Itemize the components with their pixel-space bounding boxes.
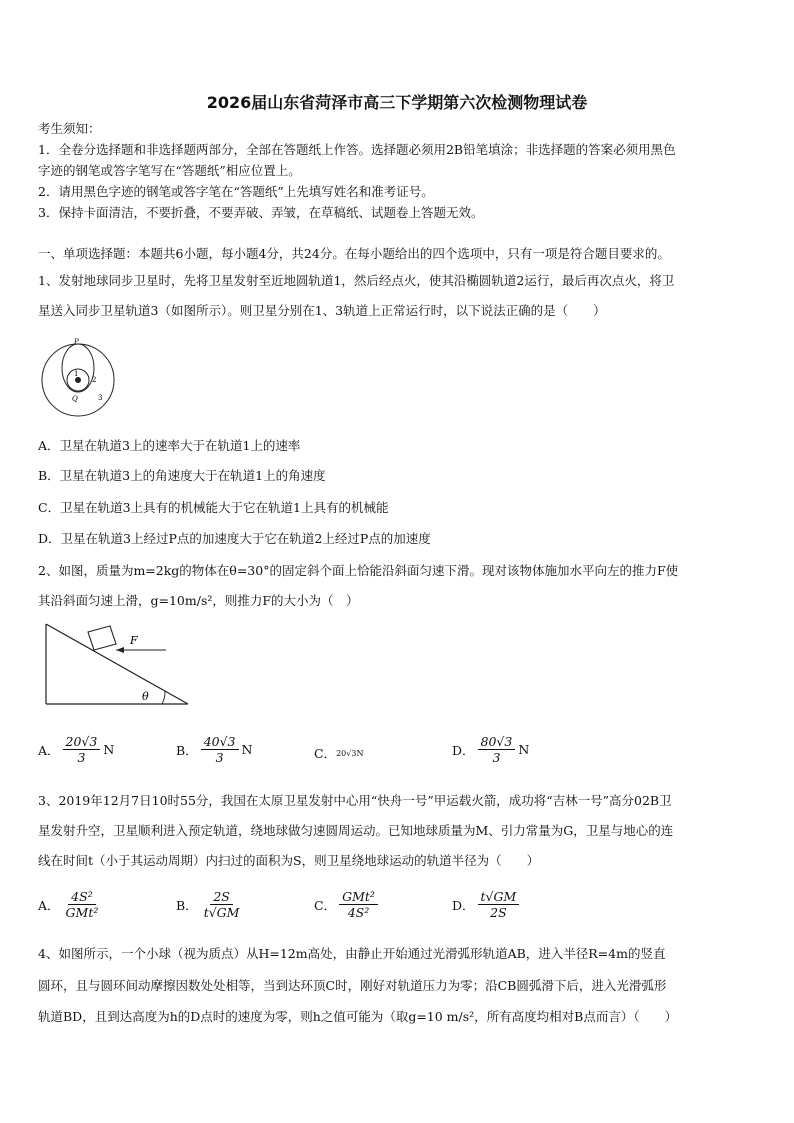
force-arrowhead	[116, 647, 124, 653]
label-orbit-3: 3	[98, 394, 103, 402]
q4-stem-line1: 4、如图所示，一个小球（视为质点）从H=12m高处，由静止开始通过光滑弧形轨道AB，进入半径R=4m的竖直	[38, 946, 666, 961]
q3-option-d-fraction	[478, 889, 520, 920]
q3-option-a-numerator: 4S²	[68, 889, 96, 905]
q4-stem-line2: 圆环，且与圆环间动摩擦因数处处相等，当到达环顶C时，刚好对轨道压力为零；沿CB圆弧滑下后，进入光滑弧形	[38, 978, 667, 993]
q2-option-b-label: B．	[176, 742, 198, 758]
q2-option-c-label: C．	[314, 746, 337, 761]
q3-option-b-numerator: 2S	[210, 889, 233, 905]
q3-option-b-label: B．	[176, 897, 198, 913]
q2-stem-line2: 其沿斜面匀速上滑，g=10m/s²，则推力F的大小为（ ）	[38, 593, 359, 608]
q3-option-d-numerator: t√GM	[478, 889, 520, 905]
q2-option-b-numerator: 40√3	[201, 734, 239, 750]
q3-option-d-label: D．	[452, 897, 475, 913]
label-q: Q	[72, 395, 78, 403]
block	[88, 626, 116, 650]
orbit-2	[62, 344, 97, 392]
q2-option-b-denominator: 3	[215, 750, 224, 765]
q3-option-c-fraction	[339, 889, 378, 920]
label-orbit-2: 2	[92, 376, 97, 384]
exam-title: 2026届山东省菏泽市高三下学期第六次检测物理试卷	[206, 93, 588, 112]
q2-option-a-denominator: 3	[77, 750, 86, 765]
notice-item-1: 1．全卷分选择题和非选择题两部分，全部在答题纸上作答。选择题必须用2B铅笔填涂；非选择题的答案必须用黑色	[38, 142, 676, 157]
q3-stem-line2: 星发射升空，卫星顺利进入预定轨道，绕地球做匀速圆周运动。已知地球质量为M、引力常量为G，卫星与地心的连	[38, 823, 674, 838]
q1-stem-line1: 1、发射地球同步卫星时，先将卫星发射至近地圆轨道1，然后经点火，使其沿椭圆轨道2运行，最后再次点火，将卫	[38, 273, 675, 288]
q2-option-a-fraction	[63, 734, 101, 765]
label-p: P	[74, 338, 79, 346]
q4-stem-line3: 轨道BD，且到达高度为h的D点时的速度为零，则h之值可能为（取g=10 m/s²，所有高度均相对B点而言）（ ）	[38, 1009, 678, 1024]
q3-option-c-numerator: GMt²	[339, 889, 378, 905]
q3-option-b-denominator: t√GM	[203, 905, 240, 920]
q2-option-c-value: 20√3N	[336, 748, 364, 758]
q1-option-d: D．卫星在轨道3上经过P点的加速度大于它在轨道2上经过P点的加速度	[38, 531, 431, 546]
q3-option-d	[452, 889, 522, 920]
notice-heading: 考生须知：	[38, 121, 101, 136]
q2-option-a-unit: N	[103, 742, 115, 757]
q1-option-b: B．卫星在轨道3上的角速度大于在轨道1上的角速度	[38, 468, 326, 483]
q3-option-a-denominator: GMt²	[65, 905, 99, 920]
q2-option-c	[314, 744, 363, 762]
q2-option-b	[176, 734, 252, 765]
q2-option-d-numerator: 80√3	[478, 734, 516, 750]
q2-option-a-numerator: 20√3	[63, 734, 101, 750]
orbit-diagram	[38, 338, 118, 420]
q3-option-d-denominator: 2S	[490, 905, 507, 920]
q2-option-d-denominator: 3	[492, 750, 501, 765]
label-f: F	[130, 634, 138, 647]
q2-option-a	[38, 734, 114, 765]
q2-option-b-fraction	[201, 734, 239, 765]
q2-option-a-label: A．	[38, 742, 60, 758]
label-orbit-1: 1	[74, 370, 79, 378]
incline-diagram	[44, 622, 194, 708]
notice-item-2: 2．请用黑色字迹的钢笔或答字笔在“答题纸”上先填写姓名和准考证号。	[38, 184, 434, 199]
q1-option-a: A．卫星在轨道3上的速率大于在轨道1上的速率	[38, 438, 301, 453]
section-heading: 一、单项选择题：本题共6小题，每小题4分，共24分。在每小题给出的四个选项中，只有一项是符合题目要求的。	[38, 246, 670, 261]
q3-option-c-label: C．	[314, 897, 337, 913]
q2-option-d-unit: N	[518, 742, 530, 757]
q2-option-d	[452, 734, 529, 765]
incline-slope	[46, 624, 188, 704]
q3-stem-line1: 3、2019年12月7日10时55分，我国在太原卫星发射中心用“快舟一号”甲运载火箭，成功将“吉林一号”高分02B卫	[38, 793, 672, 808]
q3-option-a-label: A．	[38, 897, 60, 913]
q3-option-a-fraction	[63, 889, 102, 920]
label-theta: θ	[142, 690, 149, 703]
q3-option-c	[314, 889, 381, 920]
q3-option-b-fraction	[201, 889, 243, 920]
q1-stem-line2: 星送入同步卫星轨道3（如图所示）。则卫星分别在1、3轨道上正常运行时，以下说法正确的是（ ）	[38, 303, 606, 318]
q2-option-d-fraction	[478, 734, 516, 765]
q2-option-b-unit: N	[241, 742, 253, 757]
q1-option-c: C．卫星在轨道3上具有的机械能大于它在轨道1上具有的机械能	[38, 500, 389, 515]
notice-item-1-cont: 字迹的钢笔或答字笔写在“答题纸”相应位置上。	[38, 163, 301, 178]
q3-option-c-denominator: 4S²	[347, 905, 370, 920]
q2-option-d-label: D．	[452, 742, 475, 758]
q3-option-b	[176, 889, 245, 920]
notice-item-3: 3．保持卡面清洁，不要折叠，不要弄破、弄皱，在草稿纸、试题卷上答题无效。	[38, 205, 484, 220]
q3-option-a	[38, 889, 104, 920]
q3-stem-line3: 线在时间t（小于其运动周期）内扫过的面积为S，则卫星绕地球运动的轨道半径为（ ）	[38, 853, 540, 868]
angle-arc	[162, 691, 165, 704]
q2-stem-line1: 2、如图，质量为m=2kg的物体在θ=30°的固定斜个面上恰能沿斜面匀速下滑。现对该物体施加水平向左的推力F使	[38, 563, 679, 578]
